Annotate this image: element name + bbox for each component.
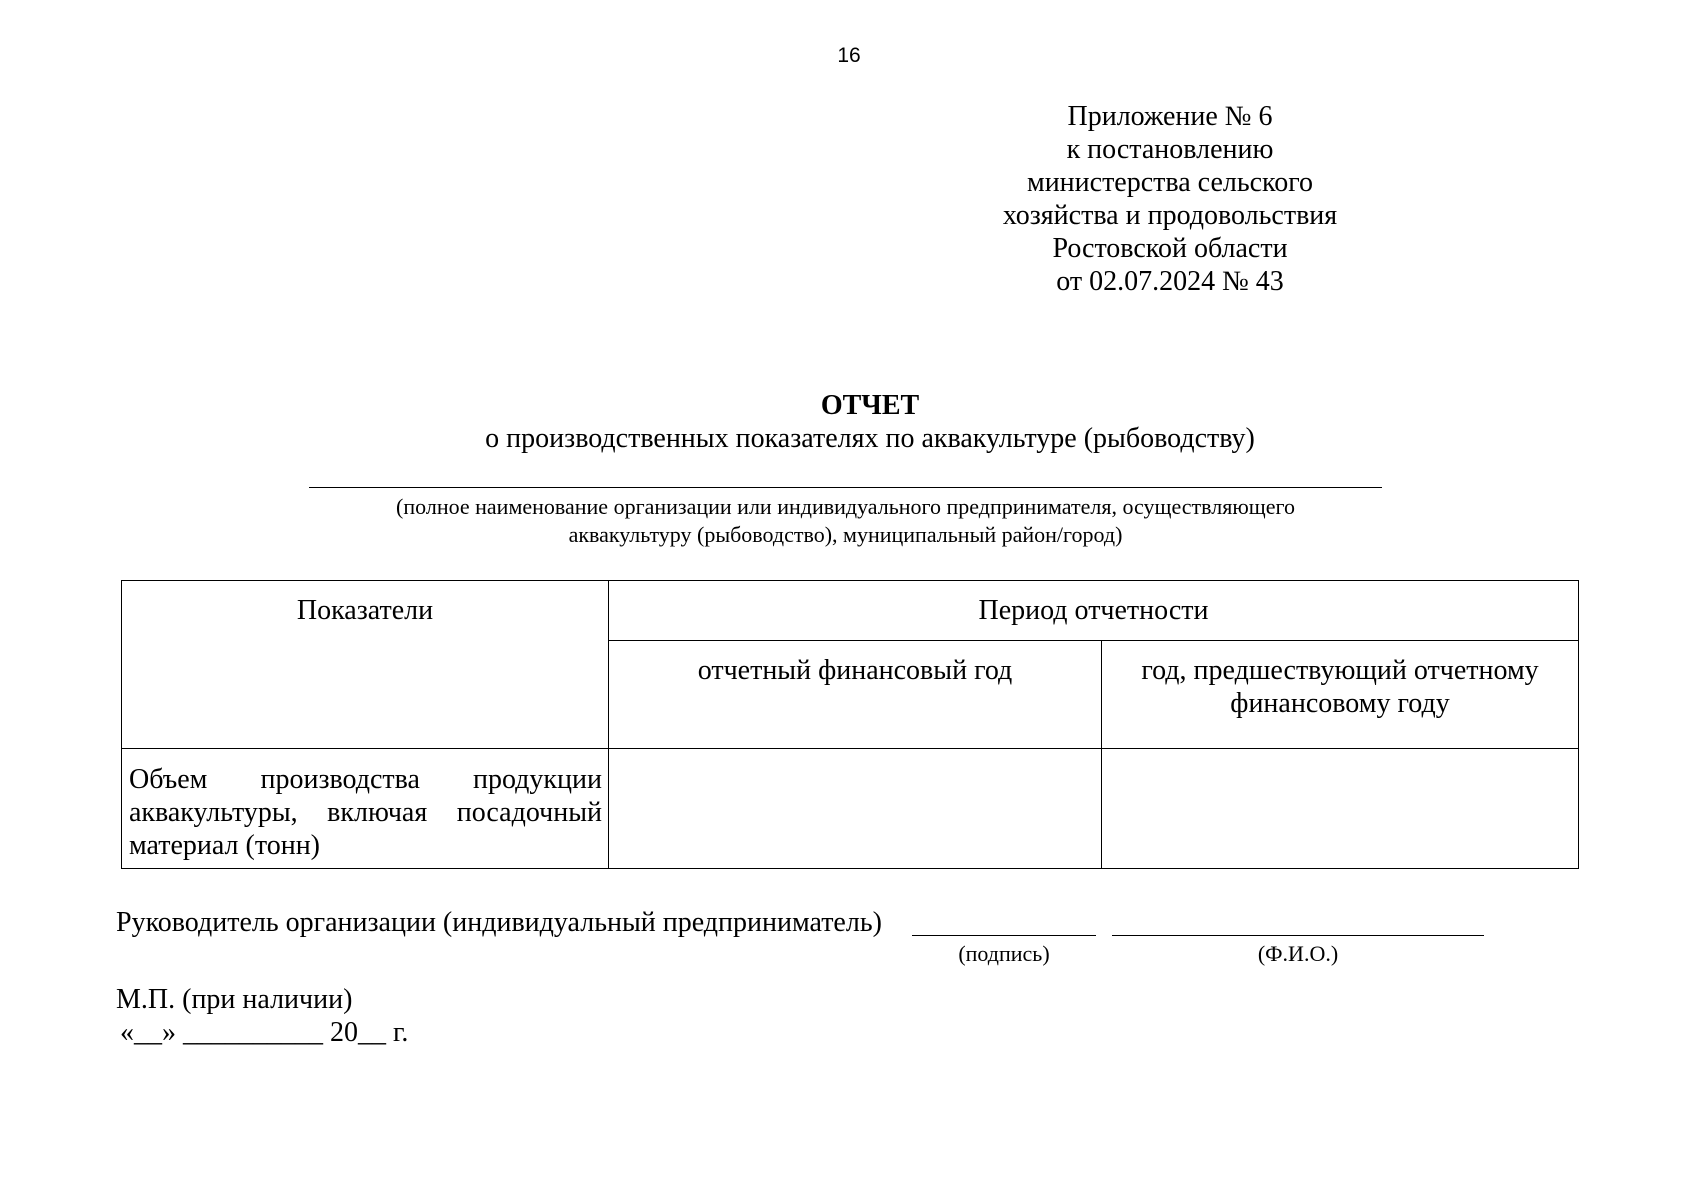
organization-name-caption [309, 493, 1382, 549]
row-label-production-volume: Объем производства продукции аквакультуры, включая посадочный материал (тонн) [122, 749, 609, 869]
signature-caption: (подпись) [958, 941, 1050, 966]
signature-blank[interactable] [912, 935, 1096, 936]
report-title: ОТЧЕТ [820, 390, 920, 421]
appendix-line: от 02.07.2024 № 43 [1056, 266, 1284, 297]
appendix-line: хозяйства и продовольствия [1002, 200, 1338, 231]
appendix-line: Ростовской области [1052, 233, 1288, 264]
appendix-line: к постановлению [1066, 134, 1274, 165]
current-year-value-cell[interactable] [609, 749, 1102, 869]
organization-name-blank [309, 487, 1382, 488]
header-current-financial-year: отчетный финансовый год [609, 641, 1102, 749]
report-subtitle: о производственных показателях по аквакультуре (рыбоводству) [485, 423, 1255, 454]
signer-label: Руководитель организации (индивидуальный предприниматель) [116, 907, 882, 938]
stamp-label: М.П. (при наличии) [116, 984, 353, 1015]
header-reporting-period: Период отчетности [609, 581, 1579, 641]
appendix-line: Приложение № 6 [1067, 101, 1273, 132]
appendix-header [960, 100, 1380, 298]
report-table [121, 580, 1579, 869]
fio-caption: (Ф.И.О.) [1257, 941, 1339, 966]
fio-blank[interactable] [1112, 935, 1484, 936]
header-previous-financial-year: год, предшествующий отчетному финансовому году [1102, 641, 1579, 749]
page-number: 16 [837, 44, 861, 67]
caption-line: аквакультуру (рыбоводство), муниципальный район/город) [568, 522, 1123, 547]
date-line: «__» __________ 20__ г. [120, 1017, 409, 1048]
header-indicators: Показатели [122, 581, 609, 749]
table-row [122, 749, 1579, 869]
appendix-line: министерства сельского [1026, 167, 1314, 198]
caption-line: (полное наименование организации или индивидуального предпринимателя, осуществляющего [396, 494, 1295, 519]
previous-year-value-cell[interactable] [1102, 749, 1579, 869]
